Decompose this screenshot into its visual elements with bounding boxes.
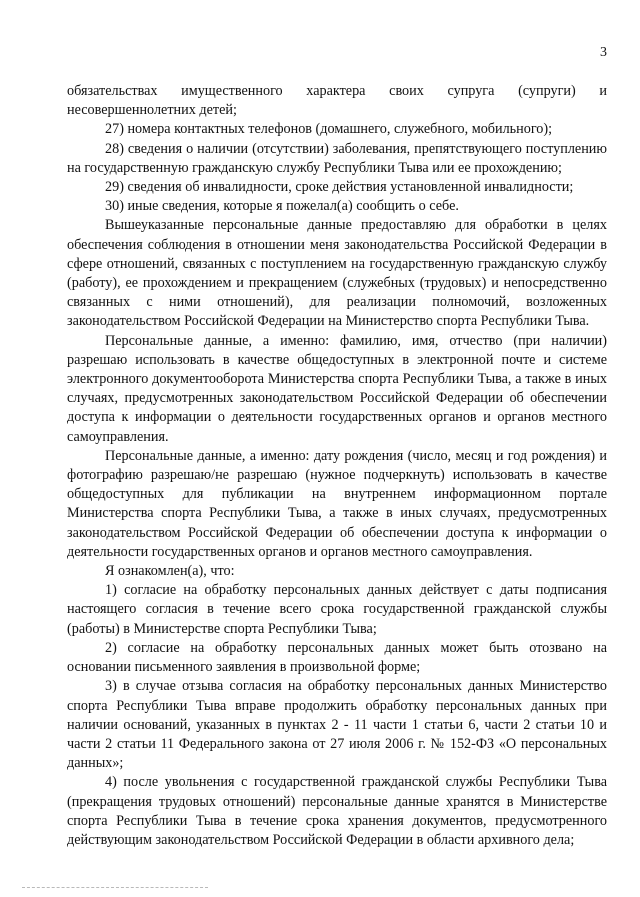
paragraph: 2) согласие на обработку персональных данных может быть отозвано на основании письменного заявления в произвольной форме; [67, 639, 607, 676]
paragraph: 28) сведения о наличии (отсутствии) заболевания, препятствующего поступлению на государственную гражданскую службу Республики Тыва или ее прохождению; [67, 140, 607, 176]
document-body [67, 82, 607, 850]
paragraph: Персональные данные, а именно: фамилию, имя, отчество (при наличии) разрешаю использовать в качестве общедоступных в электронной почте и системе электронного документооборота Министерства спорта Республики Тыва, а также в иных случаях, предусмотренных законодательством Российской Федерации об обеспечении доступа к информации о деятельности государственных органов и органов местного самоуправления. [67, 332, 607, 445]
paragraph: Вышеуказанные персональные данные предоставляю для обработки в целях обеспечения соблюдения в отношении меня законодательства Российской Федерации в сфере отношений, связанных с поступлением на государственную гражданскую службу (работу), ее прохождением и прекращением (служебных (трудовых) и непосредственно связанных с ними отношений), для реализации полномочий, возложенных законодательством Российской Федерации на Министерство спорта Республики Тыва. [67, 217, 607, 330]
page-number: 3 [600, 45, 607, 60]
paragraph: Я ознакомлен(а), что: [105, 563, 235, 580]
paragraph: 29) сведения об инвалидности, сроке действия установленной инвалидности; [105, 179, 574, 196]
paragraph: Персональные данные, а именно: дату рождения (число, месяц и год рождения) и фотографию разрешаю/не разрешаю (нужное подчеркнуть) использовать в качестве общедоступных для публикации на внутреннем информационном портале Министерства спорта Республики Тыва, а также в иных случаях, предусмотренных законодательством Российской Федерации об обеспечении доступа к информации о деятельности государственных органов и органов местного самоуправления. [67, 447, 607, 560]
paragraph: обязательствах имущественного характера своих супруга (супруги) и несовершеннолетних детей; [67, 83, 607, 119]
paragraph: 3) в случае отзыва согласия на обработку персональных данных Министерство спорта Республики Тыва вправе продолжить обработку персональных данных при наличии оснований, указанных в пунктах 2 - 11 части 1 статьи 6, части 2 статьи 10 и части 2 статьи 11 Федерального закона от 27 июля 2006 г. № 152-ФЗ «О персональных данных»; [67, 678, 607, 772]
bottom-divider [22, 887, 208, 888]
paragraph: 27) номера контактных телефонов (домашнего, служебного, мобильного); [105, 121, 553, 138]
paragraph: 1) согласие на обработку персональных данных действует с даты подписания настоящего согласия в течение всего срока государственной гражданской службы (работы) в Министерстве спорта Республики Тыва; [67, 582, 607, 637]
paragraph: 30) иные сведения, которые я пожелал(а) сообщить о себе. [105, 198, 459, 215]
paragraph: 4) после увольнения с государственной гражданской службы Республики Тыва (прекращения трудовых отношений) персональные данные хранятся в Министерстве спорта Республики Тыва в течение срока хранения документов, предусмотренного действующим законодательством Российской Федерации в области архивного дела; [67, 774, 607, 848]
